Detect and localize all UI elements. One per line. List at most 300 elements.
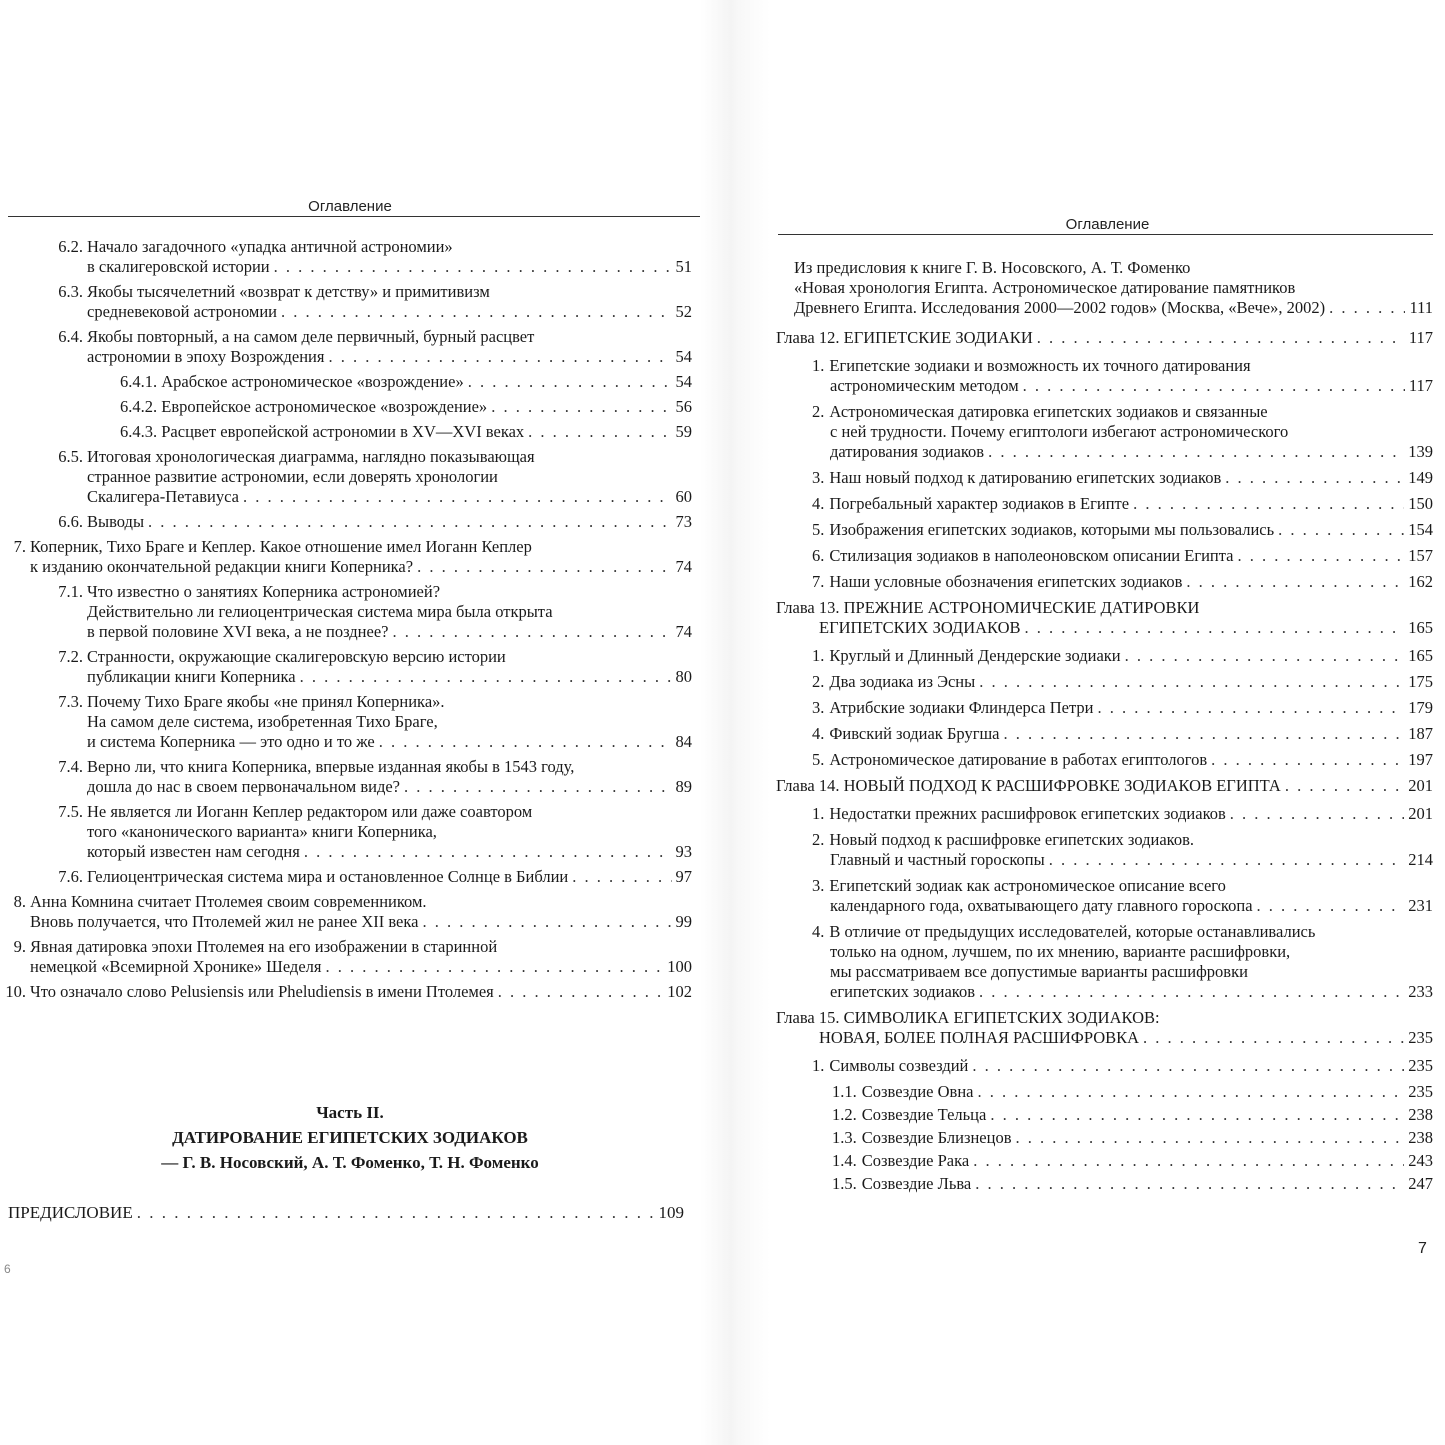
entry-number: 6. — [812, 546, 825, 565]
entry-number: 1.5. — [832, 1174, 857, 1193]
part-title: ДАТИРОВАНИЕ ЕГИПЕТСКИХ ЗОДИАКОВ — [172, 1128, 528, 1147]
page-number: 154 — [1408, 520, 1433, 539]
leader-dots — [243, 487, 672, 507]
entry-number: 9. — [13, 937, 26, 956]
entry-line: Изображения египетских зодиаков, которыми мы пользовались — [829, 520, 1275, 539]
toc-chapter[interactable] — [776, 776, 1433, 796]
entry-line: Анна Комнина считает Птолемея своим современником. — [30, 892, 427, 911]
toc-entry[interactable] — [30, 237, 692, 277]
entry-last-line — [87, 732, 692, 752]
page-number: 197 — [1408, 750, 1433, 769]
entry-number: 6.5. — [58, 447, 83, 466]
leader-dots — [1211, 750, 1404, 770]
leader-dots — [1025, 618, 1405, 638]
entry-number: 7.2. — [58, 647, 83, 666]
entry-number: 6.6. — [58, 512, 83, 531]
toc-entry[interactable] — [776, 356, 1433, 396]
entry-last-line — [812, 376, 1433, 396]
toc-entry[interactable] — [776, 672, 1433, 692]
page-number: 187 — [1408, 724, 1433, 743]
toc-entry[interactable] — [30, 372, 692, 392]
page-number: 179 — [1408, 698, 1433, 717]
entry-last-line — [832, 1151, 1433, 1171]
leader-dots — [572, 867, 671, 887]
page-number: 54 — [675, 372, 692, 391]
toc-entry[interactable] — [30, 692, 692, 752]
entry-number: 4. — [812, 922, 825, 941]
toc-entry[interactable] — [30, 867, 692, 887]
leader-dots — [468, 372, 672, 392]
entry-line: Главный и частный гороскопы — [830, 850, 1045, 869]
toc-chapter[interactable] — [776, 1008, 1433, 1048]
entry-last-line — [812, 520, 1433, 540]
leader-dots — [1257, 896, 1405, 916]
entry-line: Начало загадочного «упадка античной астрономии» — [87, 237, 453, 256]
leader-dots — [1329, 298, 1405, 318]
entry-last-line — [812, 572, 1433, 592]
toc-entry[interactable] — [776, 494, 1433, 514]
entry-line: календарного года, охватывающего дату главного гороскопа — [830, 896, 1253, 915]
entry-line: астрономии в эпоху Возрождения — [87, 347, 325, 366]
page-number: 109 — [658, 1203, 684, 1222]
leader-dots — [417, 557, 671, 577]
entry-number: 1. — [812, 1056, 825, 1075]
toc-entry[interactable] — [30, 327, 692, 367]
entry-last-line — [87, 512, 692, 532]
entry-first-line — [812, 402, 1433, 422]
page-number: 56 — [675, 397, 692, 416]
entry-line: средневековой астрономии — [87, 302, 277, 321]
entry-line: Созвездие Рака — [861, 1151, 970, 1170]
leader-dots — [990, 1105, 1404, 1125]
page-number: 175 — [1408, 672, 1433, 691]
entry-line: Что означало слово Pelusiensis или Pheludiensis в имени Птолемея — [30, 982, 494, 1001]
entry-number: 1.1. — [832, 1082, 857, 1101]
entry-line: Глава 15. СИМВОЛИКА ЕГИПЕТСКИХ ЗОДИАКОВ: — [776, 1008, 1160, 1027]
toc-entry[interactable] — [30, 397, 692, 417]
toc-entry[interactable] — [776, 646, 1433, 666]
entry-line: Созвездие Овна — [861, 1082, 974, 1101]
entry-line: Верно ли, что книга Коперника, впервые изданная якобы в 1543 году, — [87, 757, 575, 776]
page-number: 117 — [1408, 328, 1433, 347]
entry-line: Древнего Египта. Исследования 2000—2002 годов» (Москва, «Вече», 2002) — [794, 298, 1326, 317]
entry-line: Стилизация зодиаков в наполеоновском описании Египта — [829, 546, 1234, 565]
leader-dots — [528, 422, 671, 442]
entry-line: Коперник, Тихо Браге и Кеплер. Какое отношение имел Иоганн Кеплер — [30, 537, 532, 556]
toc-entry[interactable] — [776, 1174, 1433, 1194]
entry-last-line — [87, 257, 692, 277]
toc-entry[interactable] — [30, 757, 692, 797]
entry-line: Выводы — [87, 512, 145, 531]
entry-line: Глава 13. ПРЕЖНИЕ АСТРОНОМИЧЕСКИЕ ДАТИРОВКИ — [776, 598, 1200, 617]
toc-entry[interactable] — [30, 422, 692, 442]
entry-line: 6.4.2. Европейское астрономическое «возрождение» — [120, 397, 488, 416]
entry-line: Круглый и Длинный Дендерские зодиаки — [829, 646, 1121, 665]
entry-line: Итоговая хронологическая диаграмма, наглядно показывающая — [87, 447, 535, 466]
entry-first-line — [812, 922, 1433, 942]
entry-last-line — [87, 622, 692, 642]
page-number: 235 — [1408, 1056, 1433, 1075]
entry-number: 3. — [812, 468, 825, 487]
toc-entry[interactable] — [776, 1128, 1433, 1148]
entry-line: В отличие от предыдущих исследователей, которые останавливались — [829, 922, 1316, 941]
page-number: 51 — [675, 257, 692, 276]
leader-dots — [979, 672, 1404, 692]
page-number: 93 — [675, 842, 692, 861]
leader-dots — [1049, 850, 1405, 870]
part-number: Часть II. — [316, 1103, 384, 1122]
leader-dots — [1037, 328, 1405, 348]
entry-line: Скалигера-Петавиуса — [87, 487, 239, 506]
toc-entry[interactable] — [776, 724, 1433, 744]
entry-line: Явная датировка эпохи Птолемея на его изображении в старинной — [30, 937, 498, 956]
toc-entry[interactable] — [776, 922, 1433, 1002]
page-number: 84 — [675, 732, 692, 751]
entry-line: того «канонического варианта» книги Коперника, — [87, 822, 437, 841]
toc-chapter[interactable] — [776, 328, 1433, 348]
page-number: 52 — [675, 302, 692, 321]
entry-line: Наш новый подход к датированию египетских зодиаков — [829, 468, 1222, 487]
toc-entry[interactable] — [13, 537, 692, 577]
leader-dots — [1004, 724, 1405, 744]
entry-line: Из предисловия к книге Г. В. Носовского, А. Т. Фоменко — [794, 258, 1191, 277]
leader-dots — [1143, 1028, 1404, 1048]
toc-entry[interactable] — [5, 982, 692, 1002]
part-heading — [0, 1100, 700, 1175]
page-folio: 7 — [1418, 1240, 1427, 1257]
entry-line: с ней трудности. Почему египтологи избегают астрономического — [830, 422, 1289, 441]
entry-last-line — [832, 1128, 1433, 1148]
leader-dots — [422, 912, 671, 932]
leader-dots — [404, 777, 671, 797]
page-number: 59 — [675, 422, 692, 441]
entry-line: египетских зодиаков — [830, 982, 975, 1001]
leader-dots — [491, 397, 671, 417]
toc-entry[interactable] — [776, 1105, 1433, 1125]
leader-dots — [972, 1056, 1404, 1076]
entry-line: Глава 12. ЕГИПЕТСКИЕ ЗОДИАКИ — [776, 328, 1033, 347]
entry-number: 7.3. — [58, 692, 83, 711]
page-number: 238 — [1408, 1128, 1433, 1147]
entry-number: 2. — [812, 402, 825, 421]
page-number: 165 — [1408, 618, 1433, 637]
entry-number: 4. — [812, 724, 825, 743]
page-number: 149 — [1408, 468, 1433, 487]
entry-last-line — [120, 397, 692, 417]
entry-line: Вновь получается, что Птолемей жил не ранее XII века — [30, 912, 419, 931]
leader-dots — [379, 732, 672, 752]
leader-dots — [1023, 376, 1405, 396]
entry-number: 1.4. — [832, 1151, 857, 1170]
entry-last-line — [812, 698, 1433, 718]
leader-dots — [148, 512, 671, 532]
header-rule — [8, 216, 700, 217]
entry-line: Созвездие Тельца — [861, 1105, 987, 1124]
entry-line: НОВАЯ, БОЛЕЕ ПОЛНАЯ РАСШИФРОВКА — [819, 1028, 1140, 1047]
leader-dots — [1186, 572, 1404, 592]
leader-dots — [325, 957, 663, 977]
entry-last-line — [30, 557, 692, 577]
entry-number: 2. — [812, 672, 825, 691]
page-number: 117 — [1408, 376, 1433, 395]
entry-line: мы рассматриваем все допустимые варианты расшифровки — [830, 962, 1248, 981]
entry-line: Не является ли Иоганн Кеплер редактором или даже соавтором — [87, 802, 533, 821]
running-header: Оглавление — [308, 198, 392, 215]
entry-line: Символы созвездий — [829, 1056, 969, 1075]
page-number: 111 — [1409, 298, 1433, 317]
entry-last-line — [812, 804, 1433, 824]
entry-last-line — [120, 422, 692, 442]
running-header: Оглавление — [1065, 216, 1150, 233]
left-page — [0, 0, 700, 1445]
leader-dots — [1230, 804, 1404, 824]
entry-line: Якобы повторный, а на самом деле первичный, бурный расцвет — [87, 327, 535, 346]
entry-number: 7. — [13, 537, 26, 556]
entry-line: Созвездие Льва — [861, 1174, 972, 1193]
entry-first-line — [812, 876, 1433, 896]
leader-dots — [1285, 776, 1404, 796]
entry-last-line — [812, 896, 1433, 916]
entry-line: Что известно о занятиях Коперника астрономией? — [87, 582, 441, 601]
leader-dots — [975, 1174, 1404, 1194]
entry-last-line — [812, 494, 1433, 514]
leader-dots — [328, 347, 671, 367]
toc-entry[interactable] — [30, 647, 692, 687]
entry-number: 6.2. — [58, 237, 83, 256]
leader-dots — [392, 622, 671, 642]
page-number: 54 — [675, 347, 692, 366]
entry-number: 7.5. — [58, 802, 83, 821]
toc-entry[interactable] — [13, 937, 692, 977]
page-number: 233 — [1408, 982, 1433, 1001]
toc-entry[interactable] — [30, 802, 692, 862]
entry-line: Наши условные обозначения египетских зодиаков — [829, 572, 1183, 591]
entry-number: 6.4. — [58, 327, 83, 346]
entry-line: 6.4.3. Расцвет европейской астрономии в XV—XVI веках — [120, 422, 525, 441]
entry-number: 5. — [812, 750, 825, 769]
toc-entry[interactable] — [776, 402, 1433, 462]
entry-line: Гелиоцентрическая система мира и остановленное Солнце в Библии — [87, 867, 569, 886]
entry-line: Два зодиака из Эсны — [829, 672, 976, 691]
leader-dots — [1097, 698, 1404, 718]
leader-dots — [988, 442, 1404, 462]
entry-last-line — [87, 302, 692, 322]
entry-title: ПРЕДИСЛОВИЕ — [8, 1203, 133, 1222]
entry-number: 1. — [812, 646, 825, 665]
toc-list — [776, 258, 1433, 1197]
leader-dots — [1278, 520, 1404, 540]
entry-last-line — [812, 724, 1433, 744]
entry-first-line — [812, 356, 1433, 376]
page-number: 150 — [1408, 494, 1433, 513]
book-gutter — [700, 0, 770, 1445]
entry-last-line — [812, 546, 1433, 566]
leader-dots — [1133, 494, 1404, 514]
leader-dots — [978, 1082, 1405, 1102]
entry-number: 5. — [812, 520, 825, 539]
page-number: 238 — [1408, 1105, 1433, 1124]
leader-dots — [1016, 1128, 1405, 1148]
entry-last-line — [776, 776, 1433, 796]
page-number: 74 — [675, 557, 692, 576]
entry-last-line — [87, 867, 692, 887]
page-number: 231 — [1408, 896, 1433, 915]
entry-number: 3. — [812, 698, 825, 717]
page-number: 139 — [1408, 442, 1433, 461]
page-number: 162 — [1408, 572, 1433, 591]
entry-number: 8. — [13, 892, 26, 911]
toc-entry[interactable] — [776, 830, 1433, 870]
entry-number: 1.2. — [832, 1105, 857, 1124]
entry-line: странное развитие астрономии, если доверять хронологии — [87, 467, 498, 486]
entry-number: 2. — [812, 830, 825, 849]
toc-entry[interactable] — [30, 282, 692, 322]
entry-line: и система Коперника — это одно и то же — [87, 732, 375, 751]
entry-last-line — [812, 982, 1433, 1002]
entry-line: Созвездие Близнецов — [861, 1128, 1012, 1147]
entry-last-line — [812, 442, 1433, 462]
entry-line: дошла до нас в своем первоначальном виде? — [87, 777, 401, 796]
page-number: 243 — [1408, 1151, 1433, 1170]
toc-entry-intro[interactable] — [776, 258, 1433, 318]
entry-line: публикации книги Коперника — [87, 667, 296, 686]
entry-line: в первой половине XVI века, а не позднее? — [87, 622, 389, 641]
entry-last-line — [30, 957, 692, 977]
entry-line: Странности, окружающие скалигеровскую версию истории — [87, 647, 506, 666]
toc-entry[interactable] — [30, 447, 692, 507]
entry-line: Астрономическое датирование в работах египтологов — [829, 750, 1208, 769]
leader-dots — [304, 842, 672, 862]
entry-line: На самом деле система, изобретенная Тихо Браге, — [87, 712, 438, 731]
leader-dots — [1125, 646, 1405, 666]
toc-list — [5, 237, 692, 1007]
entry-last-line — [812, 468, 1433, 488]
entry-line: астрономическим методом — [830, 376, 1019, 395]
entry-last-line — [776, 328, 1433, 348]
page-number: 102 — [667, 982, 692, 1001]
toc-entry[interactable] — [776, 750, 1433, 770]
toc-entry[interactable] — [776, 698, 1433, 718]
page-number: 100 — [667, 957, 692, 976]
page-number: 165 — [1408, 646, 1433, 665]
entry-last-line — [30, 912, 692, 932]
entry-line: Атрибские зодиаки Флиндерса Петри — [829, 698, 1094, 717]
toc-entry[interactable] — [776, 876, 1433, 916]
entry-last-line — [87, 487, 692, 507]
toc-entry[interactable] — [776, 520, 1433, 540]
leader-dots — [1238, 546, 1405, 566]
entry-line: только на одном, лучшем, по их мнению, варианте расшифровки, — [830, 942, 1291, 961]
header-rule — [778, 234, 1433, 235]
entry-number: 1.3. — [832, 1128, 857, 1147]
entry-line: Фивский зодиак Бругша — [829, 724, 1000, 743]
page-number: 201 — [1408, 804, 1433, 823]
entry-last-line — [87, 667, 692, 687]
entry-line: Погребальный характер зодиаков в Египте — [829, 494, 1130, 513]
entry-line: к изданию окончательной редакции книги Коперника? — [30, 557, 414, 576]
entry-last-line — [87, 347, 692, 367]
entry-last-line — [832, 1105, 1433, 1125]
toc-chapter[interactable] — [776, 598, 1433, 638]
entry-line: датирования зодиаков — [830, 442, 985, 461]
toc-entry[interactable] — [776, 1056, 1433, 1076]
toc-entry[interactable] — [13, 892, 692, 932]
page-number: 201 — [1408, 776, 1433, 795]
entry-line: Глава 14. НОВЫЙ ПОДХОД К РАСШИФРОВКЕ ЗОДИАКОВ ЕГИПТА — [776, 776, 1281, 795]
entry-number: 10. — [5, 982, 26, 1001]
leader-dots — [137, 1203, 655, 1223]
page-number: 214 — [1408, 850, 1433, 869]
entry-last-line — [832, 1082, 1433, 1102]
entry-last-line — [812, 672, 1433, 692]
entry-number: 4. — [812, 494, 825, 513]
page-number: 235 — [1408, 1082, 1433, 1101]
entry-number: 6.3. — [58, 282, 83, 301]
page-number: 247 — [1408, 1174, 1433, 1193]
page-number: 60 — [675, 487, 692, 506]
leader-dots — [973, 1151, 1404, 1171]
leader-dots — [300, 667, 672, 687]
leader-dots — [274, 257, 672, 277]
toc-entry[interactable] — [776, 468, 1433, 488]
leader-dots — [281, 302, 672, 322]
toc-entry[interactable] — [776, 572, 1433, 592]
entry-line: в скалигеровской истории — [87, 257, 270, 276]
page-folio: 6 — [4, 1262, 11, 1276]
toc-entry[interactable] — [776, 546, 1433, 566]
entry-number: 3. — [812, 876, 825, 895]
entry-line: немецкой «Всемирной Хронике» Шеделя — [30, 957, 322, 976]
entry-last-line — [812, 850, 1433, 870]
entry-last-line — [776, 1028, 1433, 1048]
entry-line: Астрономическая датировка египетских зодиаков и связанные — [829, 402, 1268, 421]
entry-line: Почему Тихо Браге якобы «не принял Коперника». — [87, 692, 445, 711]
entry-line: 6.4.1. Арабское астрономическое «возрождение» — [120, 372, 464, 391]
page-number: 235 — [1408, 1028, 1433, 1047]
page-number: 89 — [675, 777, 692, 796]
toc-entry[interactable] — [776, 1082, 1433, 1102]
right-page — [770, 0, 1445, 1445]
entry-last-line — [87, 777, 692, 797]
entry-number: 7. — [812, 572, 825, 591]
entry-last-line — [87, 842, 692, 862]
page-number: 80 — [675, 667, 692, 686]
entry-first-line — [812, 830, 1433, 850]
entry-last-line — [832, 1174, 1433, 1194]
entry-line: Действительно ли гелиоцентрическая система мира была открыта — [87, 602, 553, 621]
entry-number: 1. — [812, 356, 825, 375]
page-number: 99 — [675, 912, 692, 931]
toc-entry[interactable] — [776, 1151, 1433, 1171]
part-authors: — Г. В. Носовский, А. Т. Фоменко, Т. Н. Фоменко — [161, 1153, 539, 1172]
leader-dots — [979, 982, 1404, 1002]
entry-line: Недостатки прежних расшифровок египетских зодиаков — [829, 804, 1226, 823]
entry-line: который известен нам сегодня — [87, 842, 300, 861]
entry-number: 1. — [812, 804, 825, 823]
leader-dots — [1225, 468, 1404, 488]
toc-entry[interactable] — [30, 582, 692, 642]
leader-dots — [498, 982, 663, 1002]
page-number: 97 — [675, 867, 692, 886]
entry-line: ЕГИПЕТСКИХ ЗОДИАКОВ — [819, 618, 1021, 637]
toc-entry[interactable] — [776, 804, 1433, 824]
page-number: 74 — [675, 622, 692, 641]
toc-entry-preface[interactable] — [8, 1203, 684, 1223]
page-number: 157 — [1408, 546, 1433, 565]
toc-entry[interactable] — [30, 512, 692, 532]
entry-last-line — [776, 618, 1433, 638]
entry-last-line — [812, 1056, 1433, 1076]
